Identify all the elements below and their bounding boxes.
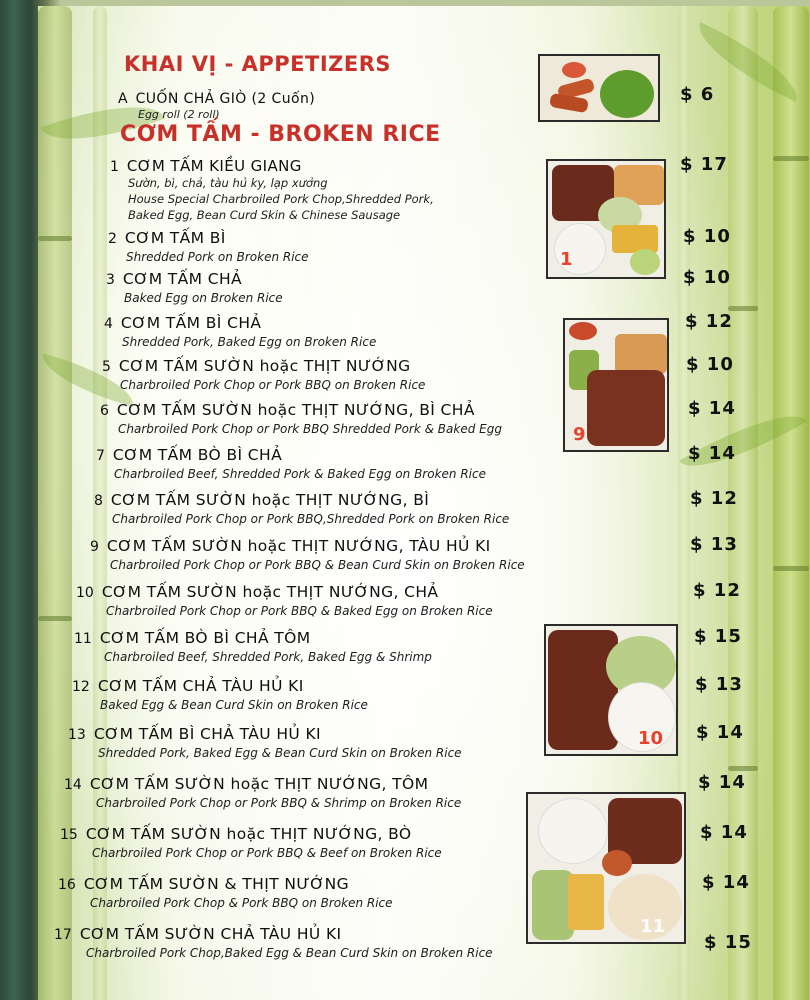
menu-page <box>38 6 810 1000</box>
item-description: Shredded Pork, Baked Egg on Broken Rice <box>122 335 377 349</box>
photo-number-label: 10 <box>638 728 664 749</box>
bamboo-node <box>773 566 809 571</box>
item-price: $ 14 <box>700 822 748 843</box>
item-number: 10 <box>76 585 94 601</box>
menu-item <box>108 228 226 247</box>
menu-item-appetizer <box>118 88 315 107</box>
item-number: 2 <box>108 231 117 247</box>
item-description: House Special Charbroiled Pork Chop,Shredded Pork, <box>128 192 434 206</box>
item-name: CUỐN CHẢ GIÒ (2 Cuốn) <box>135 91 316 107</box>
menu-item <box>60 824 412 843</box>
item-description: Charbroiled Pork Chop or Pork BBQ & Baked Egg on Broken Rice <box>106 604 493 618</box>
item-number: 8 <box>94 493 103 509</box>
item-description: Charbroiled Pork Chop or Pork BBQ on Broken Rice <box>120 378 426 392</box>
dish-photo-9 <box>563 318 669 452</box>
item-name: CƠM TẤM SƯỜN CHẢ TÀU HỦ KI <box>79 925 342 943</box>
bamboo-node <box>38 616 72 621</box>
item-price: $ 14 <box>698 772 746 793</box>
item-number: 9 <box>90 539 99 555</box>
item-price: $ 14 <box>688 443 736 464</box>
item-price: $ 12 <box>690 488 738 509</box>
dish-photo-1 <box>546 159 666 279</box>
item-number: A <box>118 91 128 107</box>
item-number: 16 <box>58 877 76 893</box>
item-name: CƠM TẤM SƯỜN hoặc THỊT NƯỚNG, TÔM <box>89 775 429 793</box>
item-description: Baked Egg & Bean Curd Skin on Broken Rice <box>100 698 368 712</box>
menu-item <box>94 490 429 509</box>
item-number: 4 <box>104 316 113 332</box>
egg-roll-photo <box>538 54 660 122</box>
item-name: CƠM TẤM SƯỜN hoặc THỊT NƯỚNG <box>118 357 411 375</box>
menu-item <box>110 156 302 175</box>
photo-number-label: 11 <box>640 916 666 937</box>
item-number: 7 <box>96 448 105 464</box>
menu-item <box>96 445 282 464</box>
item-name: CƠM TẤM BÒ BÌ CHẢ <box>112 446 283 464</box>
bamboo-node <box>38 236 72 241</box>
menu-item <box>54 924 342 943</box>
item-number: 1 <box>110 159 119 175</box>
item-price: $ 14 <box>696 722 744 743</box>
item-price: $ 14 <box>702 872 750 893</box>
dish-photo-11 <box>526 792 686 944</box>
section-title-appetizers: KHAI VỊ - APPETIZERS <box>124 52 392 76</box>
item-number: 14 <box>64 777 82 793</box>
item-name: CƠM TẤM SƯỜN hoặc THỊT NƯỚNG, BÌ CHẢ <box>116 401 475 419</box>
item-number: 12 <box>72 679 90 695</box>
menu-item <box>74 628 311 647</box>
item-description: Baked Egg, Bean Curd Skin & Chinese Sausage <box>128 208 401 222</box>
menu-item <box>102 356 411 375</box>
menu-item <box>68 724 321 743</box>
item-number: 3 <box>106 272 115 288</box>
item-price: $ 6 <box>680 84 715 105</box>
item-price: $ 14 <box>688 398 736 419</box>
bamboo-node <box>773 156 809 161</box>
item-number: 11 <box>74 631 92 647</box>
photo-number-label: 9 <box>573 424 586 445</box>
item-name: CƠM TẤM SƯỜN hoặc THỊT NƯỚNG, BÒ <box>85 825 412 843</box>
item-name: CƠM TẤM BÌ CHẢ TÀU HỦ KI <box>93 725 322 743</box>
section-title-broken-rice: CƠM TẤM - BROKEN RICE <box>120 122 441 147</box>
item-price: $ 17 <box>680 154 728 175</box>
bamboo-node <box>728 766 758 771</box>
item-name: CƠM TẤM BÒ BÌ CHẢ TÔM <box>99 629 311 647</box>
menu-item <box>72 676 304 695</box>
item-number: 5 <box>102 359 111 375</box>
item-number: 17 <box>54 927 72 943</box>
item-name: CƠM TẤM BÌ CHẢ <box>120 314 262 332</box>
menu-item <box>64 774 428 793</box>
item-description: Shredded Pork, Baked Egg & Bean Curd Skin on Broken Rice <box>98 746 462 760</box>
item-description: Charbroiled Beef, Shredded Pork, Baked Egg & Shrimp <box>104 650 432 664</box>
menu-item <box>76 582 438 601</box>
item-price: $ 12 <box>693 580 741 601</box>
item-name: CƠM TẤM SƯỜN hoặc THỊT NƯỚNG, BÌ <box>110 491 430 509</box>
item-description: Shredded Pork on Broken Rice <box>126 250 309 264</box>
item-name: CƠM TẤM SƯỜN & THỊT NƯỚNG <box>83 875 350 893</box>
item-description: Charbroiled Pork Chop & Pork BBQ on Broken Rice <box>90 896 393 910</box>
item-number: 15 <box>60 827 78 843</box>
menu-item <box>90 536 491 555</box>
item-name: CƠM TẤM KIỀU GIANG <box>126 157 302 175</box>
item-price: $ 13 <box>690 534 738 555</box>
item-description: Charbroiled Pork Chop or Pork BBQ & Beef on Broken Rice <box>92 846 442 860</box>
menu-item <box>58 874 349 893</box>
menu-item <box>104 313 261 332</box>
item-description: Charbroiled Pork Chop,Baked Egg & Bean Curd Skin on Broken Rice <box>86 946 493 960</box>
dish-photo-10 <box>544 624 678 756</box>
item-description: Egg roll (2 roll) <box>138 108 220 121</box>
photo-number-label: 1 <box>560 249 573 270</box>
menu-item <box>106 269 242 288</box>
item-price: $ 12 <box>685 311 733 332</box>
item-name: CƠM TẤM CHẢ TÀU HỦ KI <box>97 677 304 695</box>
item-price: $ 15 <box>694 626 742 647</box>
item-name: CƠM TẤM SƯỜN hoặc THỊT NƯỚNG, TÀU HỦ KI <box>106 537 491 555</box>
item-name: CƠM TẤM BÌ <box>124 229 226 247</box>
item-price: $ 10 <box>686 354 734 375</box>
item-name: CƠM TẤM CHẢ <box>122 270 243 288</box>
item-name: CƠM TẤM SƯỜN hoặc THỊT NƯỚNG, CHẢ <box>101 583 439 601</box>
item-description: Charbroiled Pork Chop or Pork BBQ & Shrimp on Broken Rice <box>96 796 462 810</box>
item-description: Charbroiled Pork Chop or Pork BBQ Shredded Pork & Baked Egg <box>118 422 502 436</box>
item-price: $ 10 <box>683 267 731 288</box>
item-description: Sườn, bì, chả, tàu hủ ky, lạp xưởng <box>128 176 328 190</box>
item-description: Charbroiled Beef, Shredded Pork & Baked Egg on Broken Rice <box>114 467 486 481</box>
menu-item <box>100 400 475 419</box>
item-number: 6 <box>100 403 109 419</box>
item-description: Charbroiled Pork Chop or Pork BBQ,Shredded Pork on Broken Rice <box>112 512 510 526</box>
item-description: Baked Egg on Broken Rice <box>124 291 283 305</box>
bamboo-stalk-decoration <box>38 6 72 1000</box>
item-price: $ 13 <box>695 674 743 695</box>
item-price: $ 10 <box>683 226 731 247</box>
item-number: 13 <box>68 727 86 743</box>
item-description: Charbroiled Pork Chop or Pork BBQ & Bean Curd Skin on Broken Rice <box>110 558 525 572</box>
item-price: $ 15 <box>704 932 752 953</box>
